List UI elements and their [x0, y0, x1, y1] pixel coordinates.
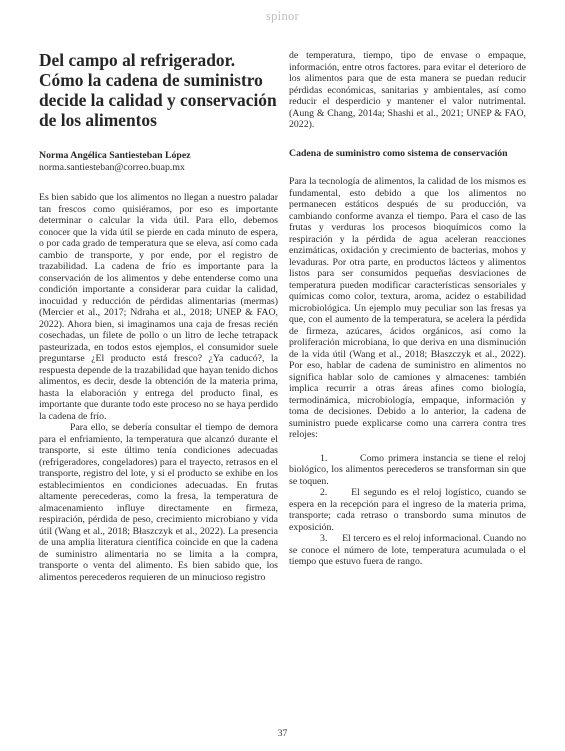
intro-paragraph-1: Es bien sabido que los alimentos no llegan a nuestro paladar tan frescos como quisiéramos, por eso es importante determinar o calcular la vida útil. Para ello, debemos conocer que la vida útil se pierde en cada minuto de espera, o por cada grado de temperatura que se eleva, así como cada cambio de transporte, y por ende, por el registro de trazabilidad. La cadena de frío es importante para la conservación de los alimentos y debe entenderse como una condición importante a considerar para cuidar la calidad, inocuidad y reducción de pérdidas alimentarias (mermas) (Mercier et al., 2017; Ndraha et al., 2018; UNEP & FAO, 2022). Ahora bien, si imaginamos una caja de fresas recién cosechadas, un filete de pollo o un litro de leche tetrapack pasteurizada, en todos estos ejemplos, el consumidor suele preguntarse ¿El producto está fresco? ¿Ya caducó?, la respuesta depende de la trazabilidad que hayan tenido dichos alimentos, es decir, desde la obtención de la materia prima, hasta la elaboración y entrega del producto final, es importante que durante todo este proceso no se haya perdido la cadena de frío. — [39, 192, 278, 422]
list-item: 3. El tercero es el reloj informacional. Cuando no se conoce el número de lote, temperatura acumulada o el tiempo que estuvo fuera de rango. — [289, 533, 526, 567]
author-block — [39, 150, 278, 173]
left-body — [39, 192, 278, 583]
author-name: Norma Angélica Santiesteban López — [39, 150, 191, 161]
author-email[interactable]: norma.santiesteban@correo.buap.mx — [39, 161, 185, 173]
left-column — [39, 50, 278, 583]
list-item: 2. El segundo es el reloj logístico, cuando se espera en la recepción para el ingreso de la materia prima, transporte; cada retraso o transbordo suma minutos de exposición. — [289, 487, 526, 533]
section-paragraph: Para la tecnología de alimentos, la calidad de los mismos es fundamental, esto debido a que los alimentos no permanecen estáticos después de su producción, va cambiando conforme avanza el tiempo. Para el caso de las frutas y verduras los procesos bioquímicos como la respiración y la pérdida de agua aceleran reacciones enzimáticas, oxidación y crecimiento de bacterias, mohos y levaduras. Por otra parte, en productos lácteos y alimentos listos para ser consumidos pequeñas desviaciones de temperatura pueden modificar características sensoriales y químicas como color, textura, aroma, acidez o estabilidad microbiológica. Un ejemplo muy peculiar son las fresas ya que, con el aumento de la temperatura, se acelera la pérdida de firmeza, azúcares, ácidos orgánicos, así como la proliferación microbiana, lo que deriva en una disminución de la vida útil (Wang et al., 2018; Błaszczyk et al., 2022). Por eso, hablar de cadena de suministro en alimentos no significa hablar solo de camiones y almacenes: también implica recurrir a otras áreas afines como biología, termodinámica, microbiología, empaque, información y toma de decisiones. Debido a lo anterior, la cadena de suministro puede explicarse como una carrera contra tres relojes: — [289, 176, 526, 440]
intro-paragraph-2: Para ello, se debería consultar el tiempo de demora para el enfriamiento, la temperatura que alcanzó durante el transporte, si este último tenía condiciones adecuadas (refrigeradores, congeladores) para el trayecto, retrasos en el transporte, registro del lote, y si el producto se exhibe en los establecimientos en condiciones adecuadas. En frutas altamente perecederas, como la fresa, la temperatura de almacenamiento influye directamente en firmeza, respiración, pérdida de peso, crecimiento microbiano y vida útil (Wang et al., 2018; Błaszczyk et al., 2022). La presencia de una amplia literatura científica coincide en que la cadena de suministro alimentaria no se limita a la compra, transporte o venta del alimento. Es bien sabido que, los alimentos perecederos requieren de un minucioso registro — [39, 422, 278, 583]
article-title: Del campo al refrigerador. Cómo la cadena de suministro decide la calidad y conservación de los alimentos — [39, 50, 277, 130]
journal-header: spinor — [265, 9, 300, 23]
right-column — [289, 50, 526, 568]
page-number: 37 — [277, 729, 288, 739]
spacer — [289, 441, 526, 453]
continued-paragraph: de temperatura, tiempo, tipo de envase o empaque, información, entre otros factores. para evitar el deterioro de los alimentos para que de esta manera se puedan reducir pérdidas económicas, sanitarias y ambientales, así como reducir el desperdicio y mantener el valor nutrimental. (Aung & Chang, 2014a; Shashi et al., 2021; UNEP & FAO, 2022). — [289, 50, 526, 130]
section-heading: Cadena de suministro como sistema de conservación — [289, 147, 508, 159]
list-item: 1. Como primera instancia se tiene el reloj biológico, los alimentos perecederos se transforman sin que se toquen. — [289, 452, 526, 487]
